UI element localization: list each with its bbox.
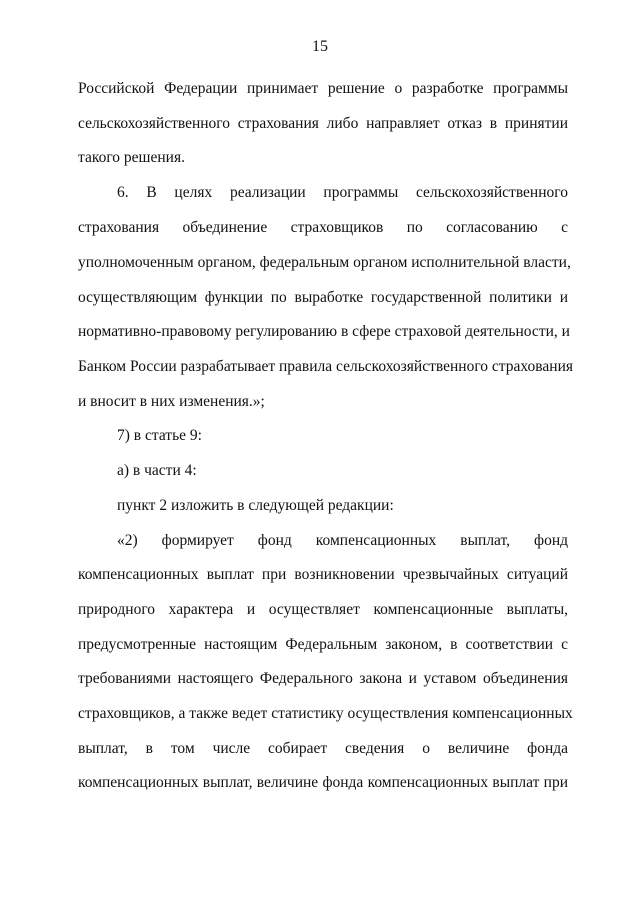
text-line: пункт 2 изложить в следующей редакции: [117,497,394,514]
text-line: страховщиков, а также ведет статистику осуществления компенсационных [78,705,573,722]
text-line: природного характера и осуществляет компенсационные выплаты, [78,601,568,618]
text-line: Российской Федерации принимает решение о разработке программы [78,80,568,97]
text-line: предусмотренные настоящим Федеральным законом, в соответствии с [78,636,568,653]
text-line: сельскохозяйственного страхования либо направляет отказ в принятии [78,115,568,132]
text-line: «2) формирует фонд компенсационных выплат, фонд [117,532,568,549]
text-line: такого решения. [78,149,185,166]
text-line: выплат, в том числе собирает сведения о величине фонда [78,740,568,757]
text-line: нормативно-правовому регулированию в сфере страховой деятельности, и [78,323,570,340]
page-number: 15 [312,38,328,55]
text-line: страхования объединение страховщиков по согласованию с [78,219,568,236]
text-line: а) в части 4: [117,462,197,479]
text-line: осуществляющим функции по выработке государственной политики и [78,289,568,306]
text-line: требованиями настоящего Федерального закона и уставом объединения [78,670,568,687]
text-line: 6. В целях реализации программы сельскохозяйственного [117,184,568,201]
text-line: компенсационных выплат при возникновении чрезвычайных ситуаций [78,566,568,583]
text-line: 7) в статье 9: [117,427,202,444]
text-line: Банком России разрабатывает правила сельскохозяйственного страхования [78,358,574,375]
text-line: и вносит в них изменения.»; [78,393,265,410]
text-line: уполномоченным органом, федеральным органом исполнительной власти, [78,254,571,271]
text-line: компенсационных выплат, величине фонда компенсационных выплат при [78,774,568,791]
